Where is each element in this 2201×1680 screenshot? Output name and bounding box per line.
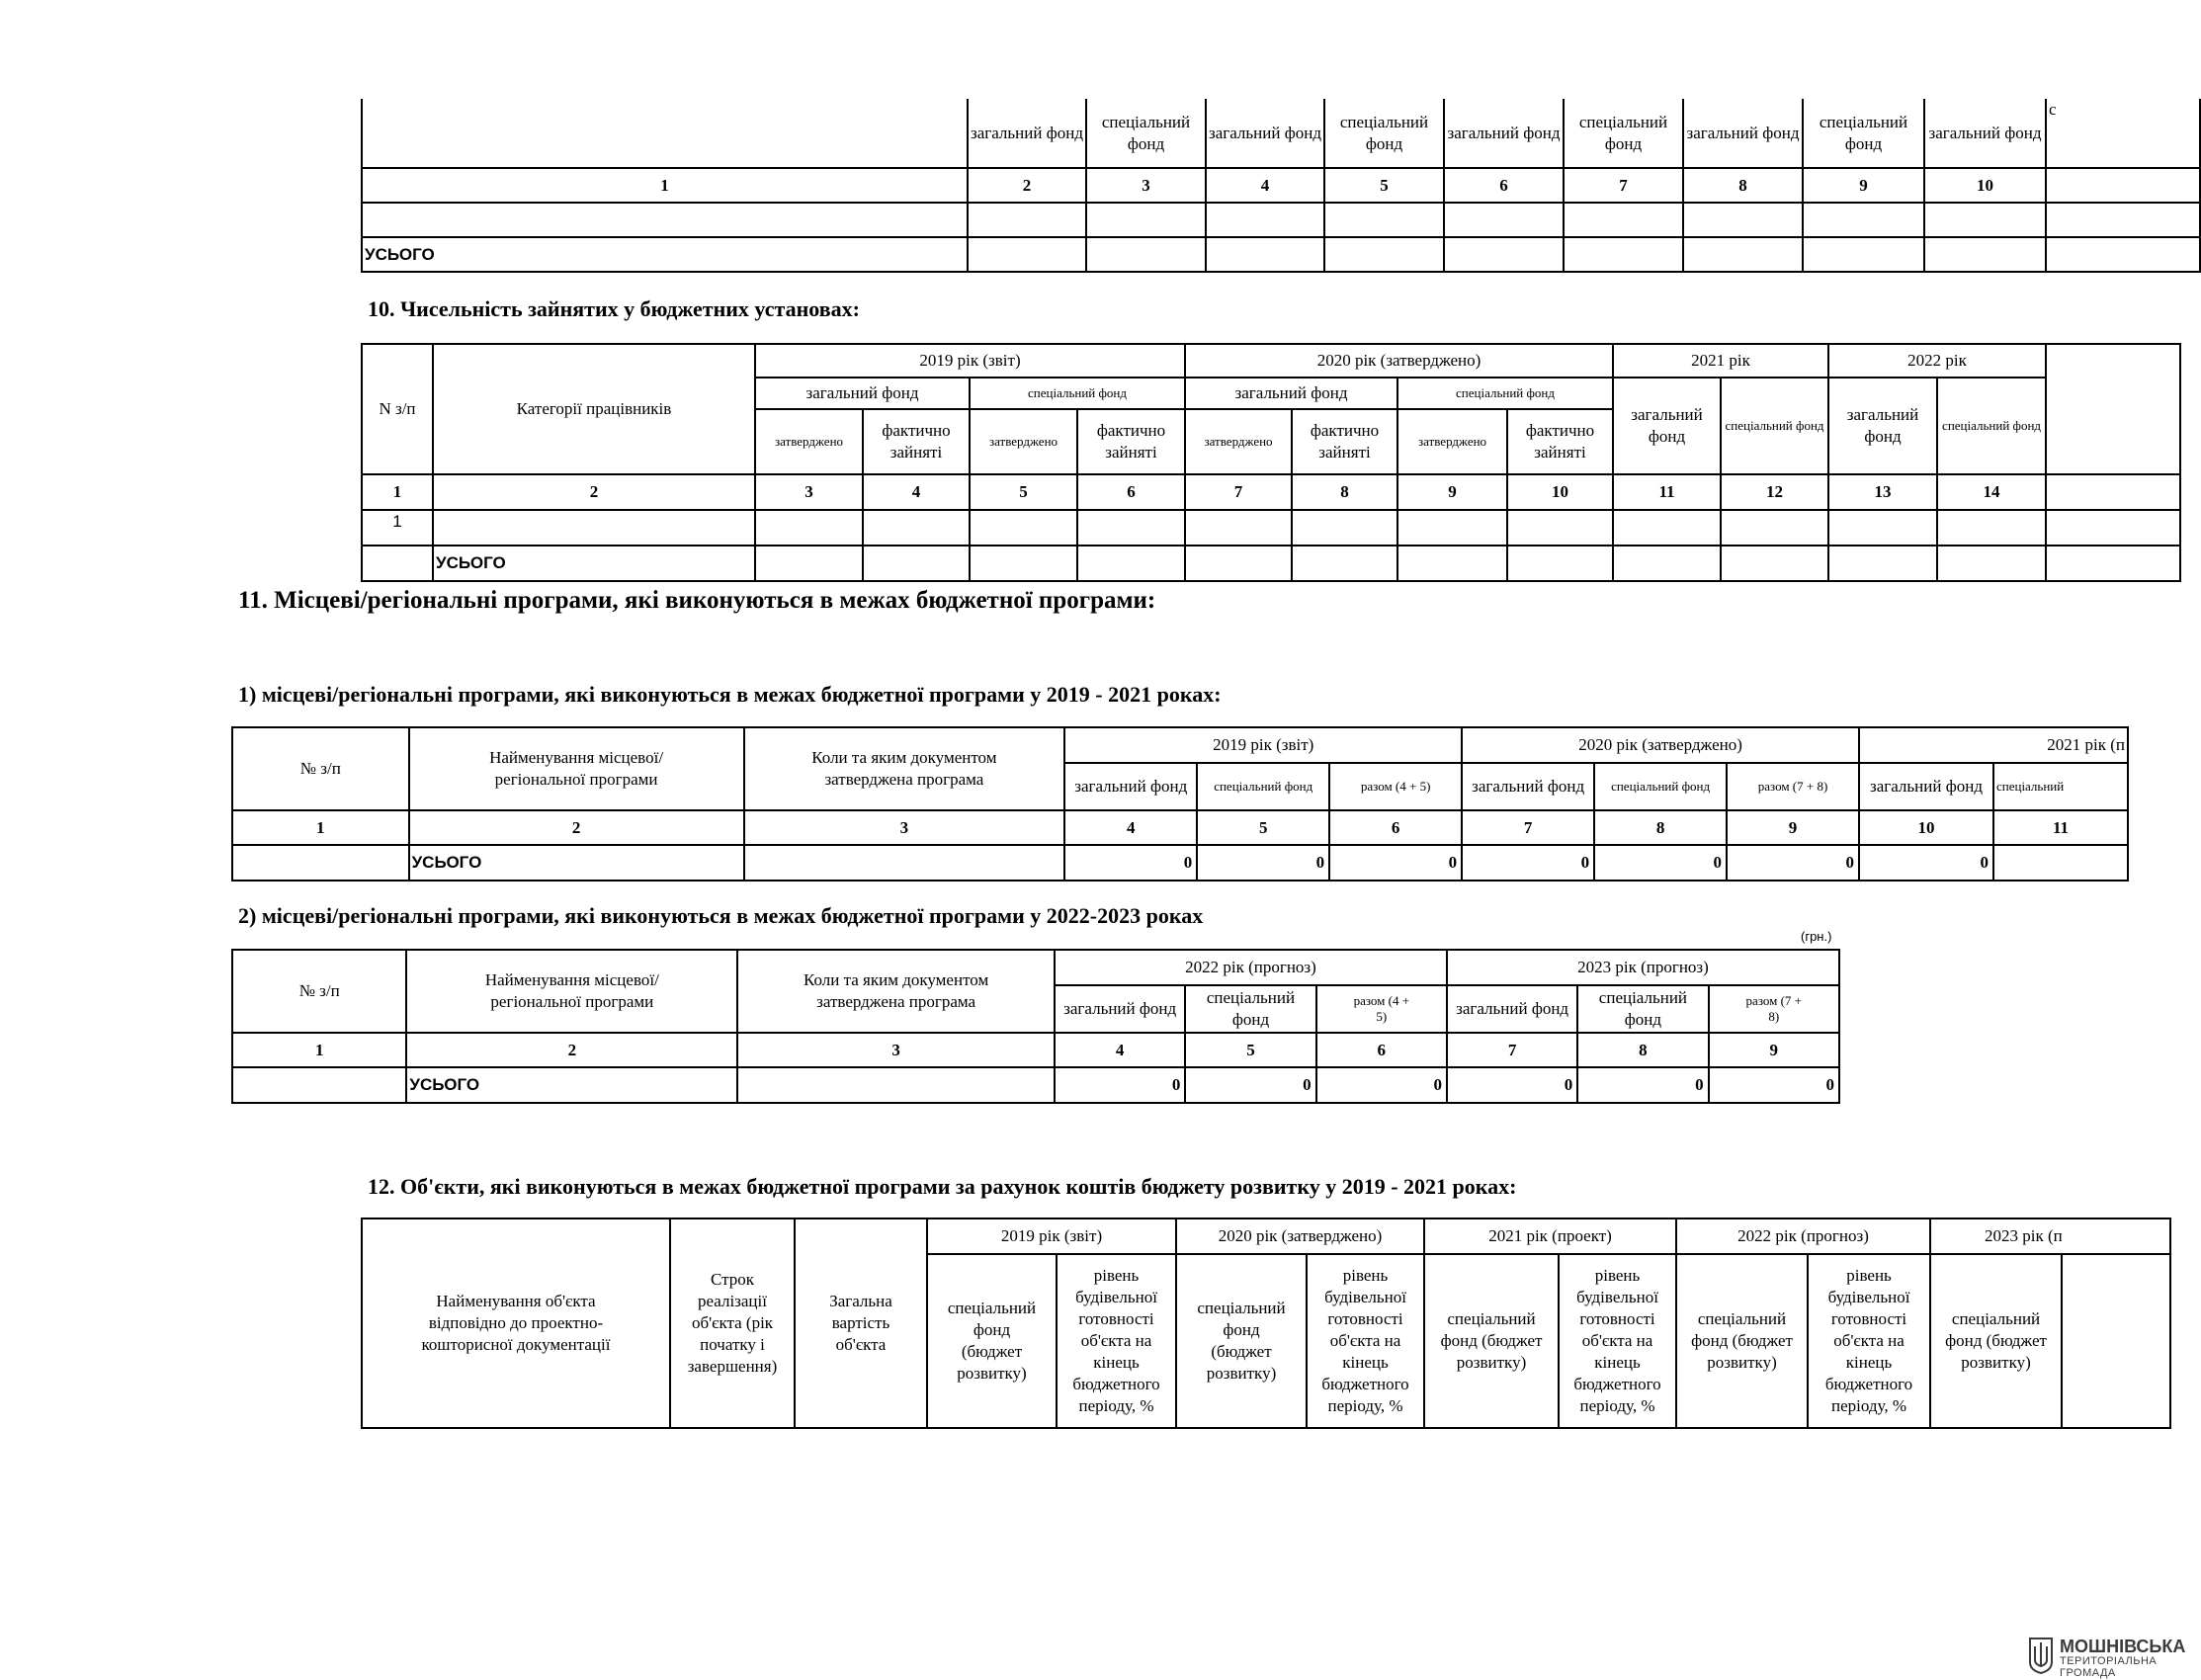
unit-label: (грн.)	[1801, 929, 1832, 944]
table9-cell	[1683, 203, 1803, 237]
table9-num: 5	[1324, 168, 1444, 203]
table10	[361, 343, 2181, 582]
table10-col-category: Категорії працівників	[433, 344, 755, 474]
table10-cell	[1937, 510, 2046, 546]
table9-cell	[1924, 237, 2046, 272]
table9-header-general: загальний фонд	[1683, 99, 1803, 168]
table11a-num: 5	[1197, 810, 1329, 845]
section11-sub2-title: 2) місцеві/регіональні програми, які виконуються в межах бюджетної програми у 2022-2023 роках	[238, 903, 1204, 928]
table10-cell	[433, 510, 755, 546]
table10-cell	[1185, 546, 1292, 581]
table10-general-fund: загальний фонд	[1613, 378, 1721, 474]
table10-actual: фактично зайняті	[1507, 409, 1613, 474]
table11a-num: 4	[1064, 810, 1197, 845]
table10-num: 1	[362, 474, 433, 510]
table10-cell	[863, 546, 970, 581]
table10-year-2022: 2022 рік	[1828, 344, 2046, 378]
table9-num: 9	[1803, 168, 1924, 203]
table9-num: 4	[1206, 168, 1324, 203]
table11a-year-2021: 2021 рік (п	[1859, 727, 2128, 763]
table10-cell	[2046, 510, 2180, 546]
table9-cell	[1683, 237, 1803, 272]
table9-cell	[1324, 237, 1444, 272]
table10-cell	[1507, 546, 1613, 581]
table9-cell	[1564, 203, 1683, 237]
table12-special-dev: спеціальний фонд (бюджет розвитку)	[1176, 1254, 1307, 1428]
table9-cell	[1924, 203, 2046, 237]
table11a-num: 10	[1859, 810, 1993, 845]
logo-title: МОШНІВСЬКА	[2060, 1636, 2186, 1656]
table9-cell	[1564, 237, 1683, 272]
table11a-total-value: 0	[1859, 845, 1993, 881]
table11a-num: 7	[1462, 810, 1594, 845]
table10-num: 4	[863, 474, 970, 510]
table10-num: 11	[1613, 474, 1721, 510]
table11b-cell	[737, 1067, 1055, 1103]
section11-title: 11. Місцеві/регіональні програми, які виконуються в межах бюджетної програми:	[238, 587, 1156, 614]
table9-cell	[1206, 237, 1324, 272]
logo-subtitle: ГРОМАДА	[2060, 1666, 2116, 1679]
table12-col-cost: Загальна вартість об'єкта	[795, 1218, 927, 1428]
table11a-general-fund: загальний фонд	[1462, 763, 1594, 810]
table11a-total-value: 0	[1727, 845, 1859, 881]
table11a-general-fund: загальний фонд	[1064, 763, 1197, 810]
table11b-col-no: № з/п	[232, 950, 406, 1033]
table11a-special-fund: спеціальний фонд	[1197, 763, 1329, 810]
table9-num: 2	[968, 168, 1086, 203]
table10-year-2019: 2019 рік (звіт)	[755, 344, 1185, 378]
table11a-num: 1	[232, 810, 409, 845]
table11b-total-4-5: разом (4 + 5)	[1316, 985, 1447, 1033]
table10-cell	[863, 510, 970, 546]
table11a-total-value: 0	[1064, 845, 1197, 881]
table9-header-cut: с	[2046, 99, 2200, 168]
table12-special-dev: спеціальний фонд (бюджет розвитку)	[1930, 1254, 2062, 1428]
table10-cell	[755, 546, 863, 581]
table10-clip	[361, 343, 2061, 586]
table9-cell	[1803, 237, 1924, 272]
section12-title: 12. Об'єкти, які виконуються в межах бюджетної програми за рахунок коштів бюджету розвитку у 2019 - 2021 роках:	[368, 1174, 1517, 1199]
table11b-special-fund: спеціальний фонд	[1185, 985, 1315, 1033]
table10-num-cut	[2046, 474, 2180, 510]
table11b-total-value: 0	[1185, 1067, 1315, 1103]
table10-cell	[1397, 510, 1507, 546]
table9-num: 3	[1086, 168, 1206, 203]
table11a-clip	[231, 726, 2125, 884]
table12-readiness: рівень будівельної готовності об'єкта на кінець бюджетного періоду, %	[1808, 1254, 1930, 1428]
table11a-total-4-5: разом (4 + 5)	[1329, 763, 1462, 810]
table11b-num: 3	[737, 1033, 1055, 1067]
table9-cell	[1444, 203, 1564, 237]
table9-cell	[968, 237, 1086, 272]
table10-cell	[970, 546, 1077, 581]
table11b-col-name: Найменування місцевої/регіональної програми	[406, 950, 737, 1033]
table12-special-dev: спеціальний фонд (бюджет розвитку)	[1424, 1254, 1559, 1428]
table10-special-fund: спеціальний фонд	[1397, 378, 1613, 409]
table11a-cell	[1993, 845, 2128, 881]
table11b-cell	[232, 1067, 406, 1103]
table11b-num: 1	[232, 1033, 406, 1067]
table12-readiness: рівень будівельної готовності об'єкта на кінець бюджетного періоду, %	[1559, 1254, 1676, 1428]
table11b-num: 9	[1709, 1033, 1839, 1067]
table12-year-2019: 2019 рік (звіт)	[927, 1218, 1176, 1254]
table10-num: 8	[1292, 474, 1397, 510]
table9-num-cut	[2046, 168, 2200, 203]
table10-cell	[1292, 510, 1397, 546]
table10-general-fund: загальний фонд	[1185, 378, 1397, 409]
table11b-num: 2	[406, 1033, 737, 1067]
table10-num: 13	[1828, 474, 1937, 510]
table11a-total-value: 0	[1197, 845, 1329, 881]
table9-num: 10	[1924, 168, 2046, 203]
table10-num: 10	[1507, 474, 1613, 510]
table9-cell	[2046, 237, 2200, 272]
table9-cell	[1086, 237, 1206, 272]
table11b-num: 8	[1577, 1033, 1708, 1067]
table9-cell	[362, 203, 968, 237]
table10-actual: фактично зайняті	[1077, 409, 1185, 474]
table11a-year-2020: 2020 рік (затверджено)	[1462, 727, 1859, 763]
table11a-col-no: № з/п	[232, 727, 409, 810]
table11a-col-name: Найменування місцевої/регіональної програми	[409, 727, 744, 810]
table10-num: 2	[433, 474, 755, 510]
table10-special-fund: спеціальний фонд	[1937, 378, 2046, 474]
table11a-special-fund: спеціальний фонд	[1594, 763, 1727, 810]
table10-num: 5	[970, 474, 1077, 510]
table11a-general-fund: загальний фонд	[1859, 763, 1993, 810]
table9	[361, 99, 2201, 273]
table12-year-2023: 2023 рік (п	[1930, 1218, 2170, 1254]
table12	[361, 1218, 2171, 1429]
table10-approved: затверджено	[970, 409, 1077, 474]
table11a-total-label: УСЬОГО	[409, 845, 744, 881]
table9-cell	[968, 203, 1086, 237]
table10-num: 6	[1077, 474, 1185, 510]
table10-cell	[1507, 510, 1613, 546]
table10-num: 7	[1185, 474, 1292, 510]
table10-general-fund: загальний фонд	[1828, 378, 1937, 474]
table11a-num: 3	[744, 810, 1065, 845]
table9-header-special: спеціальний фонд	[1803, 99, 1924, 168]
table11b-total-value: 0	[1447, 1067, 1577, 1103]
table11b-total-value: 0	[1055, 1067, 1185, 1103]
table9-num: 8	[1683, 168, 1803, 203]
table10-cut-col	[2046, 344, 2180, 474]
table10-cell	[1828, 546, 1937, 581]
trident-coat-of-arms-icon	[2028, 1637, 2054, 1679]
table11b-total-value: 0	[1709, 1067, 1839, 1103]
table12-year-2020: 2020 рік (затверджено)	[1176, 1218, 1424, 1254]
table10-cell	[362, 546, 433, 581]
table12-year-2021: 2021 рік (проект)	[1424, 1218, 1676, 1254]
table11b-total-value: 0	[1316, 1067, 1447, 1103]
table11a-year-2019: 2019 рік (звіт)	[1064, 727, 1462, 763]
table9-total-label: УСЬОГО	[362, 237, 968, 272]
table12-cut-col	[2062, 1254, 2170, 1428]
table10-row1-num: 1	[362, 510, 433, 546]
table11a-total-value: 0	[1462, 845, 1594, 881]
table9-header-general: загальний фонд	[1206, 99, 1324, 168]
table9-cell	[1803, 203, 1924, 237]
table11b-num: 6	[1316, 1033, 1447, 1067]
table11b-year-2023: 2023 рік (прогноз)	[1447, 950, 1839, 985]
table11b-total-7-8: разом (7 + 8)	[1709, 985, 1839, 1033]
table9-num: 6	[1444, 168, 1564, 203]
table11b-num: 7	[1447, 1033, 1577, 1067]
table10-year-2020: 2020 рік (затверджено)	[1185, 344, 1613, 378]
table12-col-term: Строк реалізації об'єкта (рік початку і завершення)	[670, 1218, 795, 1428]
table10-year-2021: 2021 рік	[1613, 344, 1828, 378]
table10-cell	[1185, 510, 1292, 546]
table9-cell	[1086, 203, 1206, 237]
table9-num: 7	[1564, 168, 1683, 203]
table10-cell	[1937, 546, 2046, 581]
table9-header-special: спеціальний фонд	[1324, 99, 1444, 168]
table11a-num: 9	[1727, 810, 1859, 845]
table12-clip	[361, 1218, 2061, 1435]
table11a-cell	[744, 845, 1065, 881]
table10-total-label: УСЬОГО	[433, 546, 755, 581]
table10-num: 9	[1397, 474, 1507, 510]
table9-num: 1	[362, 168, 968, 203]
table11a-total-value: 0	[1329, 845, 1462, 881]
table11a-total-value: 0	[1594, 845, 1727, 881]
table10-cell	[1292, 546, 1397, 581]
table11a	[231, 726, 2129, 882]
table9-header-special: спеціальний фонд	[1086, 99, 1206, 168]
table9-cell	[1206, 203, 1324, 237]
table11b-num: 4	[1055, 1033, 1185, 1067]
table10-approved: затверджено	[1397, 409, 1507, 474]
table11b-year-2022: 2022 рік (прогноз)	[1055, 950, 1447, 985]
table10-cell	[1721, 510, 1828, 546]
table10-general-fund: загальний фонд	[755, 378, 970, 409]
table11a-col-doc: Коли та яким документом затверджена програма	[744, 727, 1065, 810]
community-logo	[2028, 1637, 2185, 1679]
table9-cell	[1444, 237, 1564, 272]
section10-title: 10. Чисельність зайнятих у бюджетних установах:	[368, 296, 860, 321]
table10-cell	[970, 510, 1077, 546]
table10-num: 14	[1937, 474, 2046, 510]
table9-header-general: загальний фонд	[1924, 99, 2046, 168]
table12-col-name: Найменування об'єкта відповідно до проектно-кошторисної документації	[362, 1218, 670, 1428]
table11b-special-fund: спеціальний фонд	[1577, 985, 1708, 1033]
table9-header-general: загальний фонд	[1444, 99, 1564, 168]
table9-header-general: загальний фонд	[968, 99, 1086, 168]
table10-col-n: N з/п	[362, 344, 433, 474]
table11b	[231, 949, 1840, 1104]
table9-header-empty	[362, 99, 968, 168]
table10-cell	[1613, 546, 1721, 581]
table11a-special-cut: спеціальний	[1993, 763, 2128, 810]
table11b-general-fund: загальний фонд	[1055, 985, 1185, 1033]
table9-clip	[361, 99, 2061, 277]
table10-approved: затверджено	[755, 409, 863, 474]
table11a-cell	[232, 845, 409, 881]
table10-num: 12	[1721, 474, 1828, 510]
section11-sub1-title: 1) місцеві/регіональні програми, які виконуються в межах бюджетної програми у 2019 - 2021 роках:	[238, 682, 1222, 707]
table9-cell	[1324, 203, 1444, 237]
table12-readiness: рівень будівельної готовності об'єкта на кінець бюджетного періоду, %	[1307, 1254, 1424, 1428]
table11a-num: 11	[1993, 810, 2128, 845]
table10-actual: фактично зайняті	[1292, 409, 1397, 474]
table10-cell	[1077, 546, 1185, 581]
table12-special-dev: спеціальний фонд (бюджет розвитку)	[927, 1254, 1057, 1428]
table11a-total-7-8: разом (7 + 8)	[1727, 763, 1859, 810]
table9-header-special: спеціальний фонд	[1564, 99, 1683, 168]
table11a-num: 8	[1594, 810, 1727, 845]
table10-cell	[2046, 546, 2180, 581]
table11b-num: 5	[1185, 1033, 1315, 1067]
table10-cell	[1077, 510, 1185, 546]
table12-readiness: рівень будівельної готовності об'єкта на кінець бюджетного періоду, %	[1057, 1254, 1176, 1428]
table9-cell	[2046, 203, 2200, 237]
table10-cell	[1613, 510, 1721, 546]
table10-actual: фактично зайняті	[863, 409, 970, 474]
table12-special-dev: спеціальний фонд (бюджет розвитку)	[1676, 1254, 1808, 1428]
logo-subtitle: ТЕРИТОРІАЛЬНА	[2060, 1654, 2158, 1667]
table11a-num: 6	[1329, 810, 1462, 845]
table10-cell	[1721, 546, 1828, 581]
table12-year-2022: 2022 рік (прогноз)	[1676, 1218, 1930, 1254]
table11a-num: 2	[409, 810, 744, 845]
table10-special-fund: спеціальний фонд	[970, 378, 1185, 409]
table11b-general-fund: загальний фонд	[1447, 985, 1577, 1033]
table10-cell	[1828, 510, 1937, 546]
table10-num: 3	[755, 474, 863, 510]
table11b-total-label: УСЬОГО	[406, 1067, 737, 1103]
table10-approved: затверджено	[1185, 409, 1292, 474]
table10-special-fund: спеціальний фонд	[1721, 378, 1828, 474]
table10-cell	[755, 510, 863, 546]
table10-cell	[1397, 546, 1507, 581]
table11b-col-doc: Коли та яким документом затверджена програма	[737, 950, 1055, 1033]
table11b-total-value: 0	[1577, 1067, 1708, 1103]
